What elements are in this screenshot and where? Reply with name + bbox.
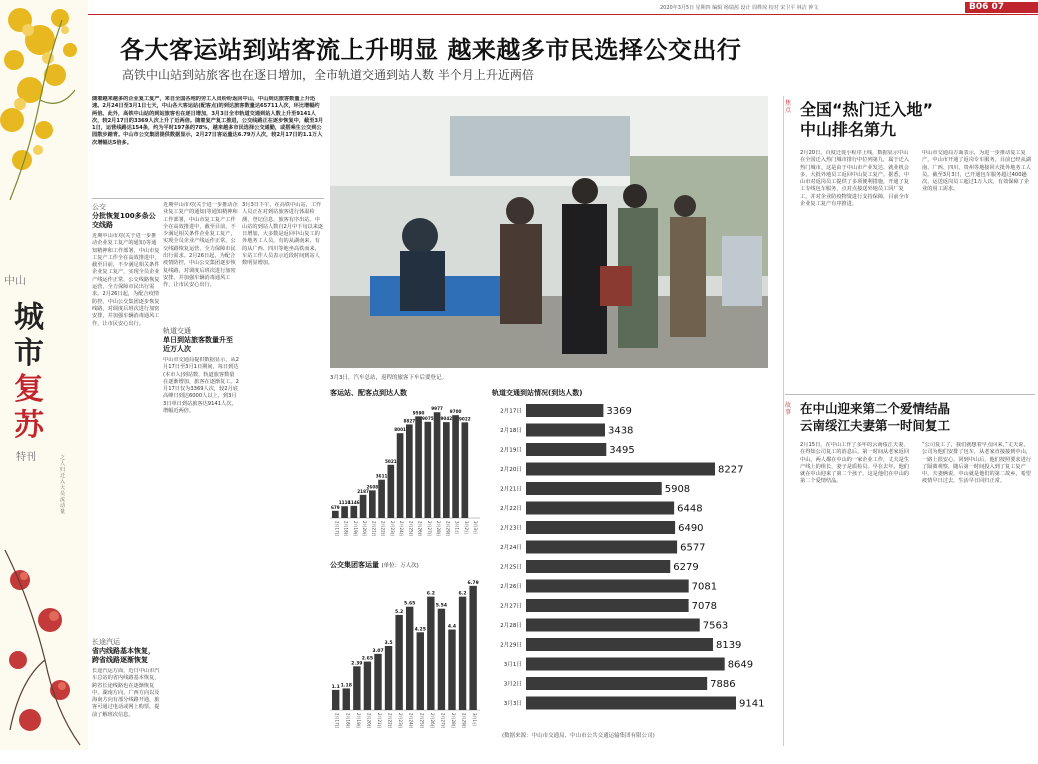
sidebar-special: 特刊	[16, 452, 36, 463]
chart3-data-label: 7886	[710, 679, 736, 690]
chart1-tick-label: 2月27日	[426, 521, 432, 537]
chart3-tick-label: 3月2日	[503, 681, 522, 688]
chart1-tick-label: 2月25日	[408, 521, 414, 537]
chart1-tick-label: 2月28日	[436, 521, 442, 537]
section-sub-bus: 分批恢复100多条公交线路	[92, 212, 156, 229]
photo-scene	[330, 96, 768, 368]
chart3-tick-label: 2月19日	[500, 447, 522, 454]
chart3-data-label: 8227	[718, 464, 744, 476]
chart2-bar	[385, 646, 392, 710]
chart3-data-label: 9141	[739, 698, 765, 710]
chart1-data-label: 9977	[431, 406, 443, 412]
chart3-tick-label: 2月27日	[500, 603, 522, 610]
chart2-data-label: 4.25	[414, 627, 426, 633]
chart2-tick-label: 2月20日	[366, 713, 372, 729]
chart1-bar	[360, 495, 367, 518]
chart2-data-label: 6.2	[426, 591, 435, 597]
chart2-bar	[374, 654, 381, 710]
chart1-data-label: 8827	[403, 418, 416, 424]
chart1-bar	[415, 416, 422, 518]
masthead-info: 2020年3月5日 星期四 编辑 杨瑞茜 设计 周桦琼 校对 宋卫平 林洁 钟文	[660, 5, 819, 11]
chart1-bar	[378, 480, 385, 518]
chart2-bar	[459, 597, 466, 710]
sidebar-city: 中山	[4, 274, 26, 287]
chart3-tick-label: 2月18日	[500, 428, 522, 434]
chart3-data-label: 7078	[691, 601, 718, 612]
chart1-data-label: 3611	[375, 473, 388, 479]
chart1-plot	[330, 400, 480, 552]
chart3-bar	[526, 619, 700, 632]
chart2-bar	[406, 607, 413, 710]
tag-focus: 焦点	[785, 100, 792, 114]
chart1-data-label: 2608	[366, 484, 379, 490]
chart3-data-label: 6448	[677, 503, 703, 515]
chart3-bar	[526, 658, 725, 671]
chart3-bar	[526, 463, 715, 476]
chart1-data-label: 8001	[394, 427, 406, 433]
chart3-bar	[526, 599, 689, 612]
photo-caption: 3月3日，汽车总站，返程的旅客下车后要登记。	[330, 375, 448, 381]
chart2-data-label: 5.54	[435, 603, 448, 609]
mimosa-flower-illustration	[0, 0, 88, 230]
chart2-tick-label: 3月1日	[472, 713, 478, 727]
chart1-title: 客运站、配客点到达人数	[330, 389, 407, 397]
chart2-bar	[448, 630, 455, 710]
intro-paragraph: 随着越来越多的企业复工复产，来自全国各地的劳工人员纷纷返回中山，中山到达旅客数量上升迅速。2月24日至3月1日七天，中山各大客运站(配客点)的到达旅客数量达65711人次，环比增幅约两倍。此外，高铁中山站的到站旅客也在逐日增加，3月3日全市轨道交通到站人数上升至9141人次，较2月17日的3369人次上升了近两倍。随着复产复工推进，公交线路正在逐步恢复中，截至3月1日，运营线路达154条，约为平时197条的78%，越来越多市民选择公交通勤，或搭乘生公交到公园散步踏青。中山市公交集团提供数据显示，2月27日客运量达6.79万人次，较2月17日的1.1万人次增幅达5倍多。	[92, 96, 324, 146]
chart3-bar	[526, 443, 606, 456]
chart3-data-label: 3369	[606, 406, 632, 417]
chart2-tick-label: 2月27日	[440, 713, 446, 729]
chart2-header	[330, 560, 480, 570]
chart3-tick-label: 2月29日	[500, 642, 522, 649]
chart2-data-label: 3.5	[384, 641, 393, 646]
chart3-data-label: 5908	[664, 484, 691, 495]
chart3-tick-label: 2月21日	[500, 486, 522, 493]
chart1-tick-label: 2月19日	[352, 521, 358, 537]
chart3-bar	[526, 482, 662, 495]
news-photo	[330, 96, 768, 368]
chart3-bar	[526, 404, 603, 417]
chart2-plot	[330, 572, 480, 744]
chart2-bar	[417, 632, 424, 710]
chart2-tick-label: 2月25日	[419, 713, 425, 729]
chart1-tick-label: 2月17日	[334, 521, 340, 537]
chart1-data-label: 679	[330, 504, 340, 510]
chart2-bar	[332, 690, 339, 710]
sidebar-vertical-note: 之人归迁入大员流动量	[60, 455, 66, 515]
chart3-bar	[526, 521, 675, 534]
chart3-tick-label: 2月26日	[500, 584, 522, 590]
article-column-1	[92, 202, 160, 742]
chart1-tick-label: 3月3日	[473, 521, 479, 535]
chart2-tick-label: 2月21日	[376, 713, 382, 729]
page-number: B06 07	[969, 2, 1005, 12]
chart1-data-label: 9022	[459, 416, 471, 422]
chart3-bar	[526, 697, 736, 710]
chart1-bar	[341, 506, 348, 518]
sidebar	[0, 0, 88, 750]
sidebar-title-char: 苏	[14, 408, 44, 443]
chart-rail-arrivals	[492, 388, 777, 746]
main-headline: 各大客运站到站客流上升明显 越来越多市民选择公交出行	[120, 36, 742, 64]
chart1-bar	[369, 490, 376, 518]
chart3-tick-label: 2月28日	[500, 623, 522, 629]
chart1-tick-label: 2月20日	[362, 521, 368, 537]
rail-text: 中山市交通局提供数据显示，从2月17日至3月1日期间，每日到达(本市人)到站数，轨道旅客数量在逐渐增加，旅客在逐渐复工。2月17日仅为3369人次，较2月底高峰日到达6000人以上，到3月3日单日到站旅客达9141人次，增幅近两倍。	[163, 357, 239, 415]
chart1-data-label: 9700	[449, 409, 462, 415]
chart2-tick-label: 2月19日	[355, 713, 361, 729]
chart1-data-label: 2187	[357, 488, 369, 494]
chart2-data-label: 1.1	[331, 684, 340, 690]
chart3-tick-label: 2月17日	[500, 408, 522, 415]
chart3-data-label: 7563	[702, 620, 729, 632]
chart2-tick-label: 2月29日	[461, 713, 467, 729]
sub-headline: 高铁中山站到站旅客也在逐日增加，全市轨道交通到站人数 半个月上升近两倍	[122, 68, 534, 82]
chart2-tick-label: 2月26日	[429, 713, 435, 729]
chart2-data-label: 6.79	[467, 580, 479, 586]
sidebar-title	[14, 300, 54, 444]
chart3-data-label: 8649	[727, 659, 754, 671]
column2-text: 近期中山市对(关于进一步推动企业复工复产的通知)等通知精神和工作部署，中山市复工复产工作全在高效推进中，截至目前，不少满足相关条件企业复工复产，实现全员企业产线运作正常，公交线路恢复运营，全力保障市民出行需求。2月26日起，为配合疫情防控，中山公交集团逐步恢复线路，对调度后班次进行加密安排，并加强车辆消毒通风工作，让市民安心出行。	[163, 202, 238, 289]
chart1-data-label: 9042	[440, 416, 453, 422]
chart1-data-label: 5021	[385, 458, 397, 464]
section-title-coach: 长途汽运	[92, 638, 120, 646]
chart1-bar	[388, 465, 395, 518]
chart3-data-label: 7081	[691, 581, 718, 593]
chart3-tick-label: 2月23日	[500, 525, 522, 532]
chart2-bar	[364, 662, 371, 710]
chart2-tick-label: 2月17日	[334, 713, 340, 729]
chart2-data-label: 4.4	[447, 624, 457, 630]
chart1-bar	[452, 415, 459, 518]
chart3-source: (数据来源：中山市交通局、中山市公共交通运输集团有限公司)	[502, 733, 655, 739]
page-number-bar	[965, 2, 1038, 13]
chart2-bar	[353, 666, 360, 710]
chart1-bar	[406, 424, 413, 518]
right-bottom-text-col1: 2月15日，在中山工作了多年的云南绥江夫妻，在得知公司复工的消息后，第一时间从老家返回中山。两人都在中山的一家企业工作，丈夫是生产线上的组长，妻子是质检员。早在去年，他们就在中山迎来了第二个孩子，这是他们在中山的第二个爱情结晶。	[800, 442, 909, 485]
chart3-title: 轨道交通到站情况(到达人数)	[492, 389, 583, 397]
chart2-data-label: 5.2	[395, 609, 404, 615]
article-column-3	[242, 202, 324, 742]
chart3-tick-label: 3月3日	[503, 701, 522, 707]
chart3-data-label: 3438	[607, 425, 634, 437]
section-sub-coach: 省内线路基本恢复，跨省线路逐渐恢复	[92, 647, 155, 664]
chart2-bar	[395, 615, 402, 710]
right-bottom-title-line2: 云南绥江夫妻第一时间复工	[800, 418, 951, 433]
chart3-tick-label: 2月24日	[500, 545, 522, 551]
chart1-tick-label: 2月22日	[380, 521, 386, 537]
chart3-data-label: 6577	[680, 542, 706, 554]
chart1-data-label: 9075	[422, 415, 434, 421]
column3-text: 3月3日下午，在高铁中山站，工作人员正在对到站旅客进行体温检测、登记信息，旅客有序出站。中山站的到站人数自2月中下旬以来逐日增加，大多数是返回中山复工的外地务工人员，有的从湖南来、有的从广西、四川等地坐高铁而来，车站工作人员表示近段时间到站人数明显增加。	[242, 202, 324, 267]
sidebar-title-char: 市	[14, 336, 44, 371]
chart1-tick-label: 3月1日	[454, 521, 460, 535]
section-sub-rail: 单日到站旅客数量升至近万人次	[163, 336, 233, 353]
chart1-data-label: 1146	[348, 499, 360, 505]
chart2-tick-label: 2月22日	[387, 713, 393, 729]
chart3-bar	[526, 541, 677, 554]
chart2-data-label: 6.2	[458, 591, 467, 597]
chart2-tick-label: 2月28日	[450, 713, 456, 729]
right-top-title	[800, 100, 1030, 140]
chart3-tick-label: 2月22日	[500, 506, 522, 512]
chart2-data-label: 2.39	[351, 661, 363, 667]
coach-text: 长途汽运方面，近日中山市汽车总站的省内线路基本恢复，跨省长途线路也在逐渐恢复中，湖南方向、广西方向以及海南方向有部分线路开通，旅客可通过电话或网上购票，提前了解班次信息。	[92, 668, 160, 718]
chart1-tick-label: 2月24日	[399, 521, 405, 537]
right-top-title-line2: 中山排名第九	[800, 120, 897, 139]
chart1-tick-label: 3月2日	[463, 521, 469, 535]
chart2-data-label: 2.65	[361, 656, 374, 662]
chart3-tick-label: 2月20日	[500, 467, 522, 473]
chart3-bar	[526, 502, 674, 515]
chart1-tick-label: 2月18日	[343, 521, 349, 537]
chart2-title: 公交集团客运量	[330, 561, 379, 569]
right-bottom-title-line1: 在中山迎来第二个爱情结晶	[800, 401, 951, 416]
chart2-tick-label: 2月18日	[345, 713, 351, 729]
chart2-data-label: 3.07	[372, 648, 384, 654]
chart3-bar	[526, 677, 707, 690]
chart1-tick-label: 2月29日	[445, 521, 451, 537]
chart3-bar	[526, 560, 670, 573]
article-column-2	[163, 202, 239, 742]
right-top-title-line1: 全国“热门迁入地”	[800, 100, 934, 119]
chart1-tick-label: 2月21日	[371, 521, 377, 537]
chart1-bar	[351, 506, 358, 518]
chart1-tick-label: 2月23日	[389, 521, 395, 537]
right-bottom-text-col2: “公司复工了，我们就想着早点回来，”丈夫说，公司为他们安排了包车，从老家直接接到中山，一路上很安心。回到中山后，他们按照要求进行了隔离观察，随后第一时间投入到了复工复产中。夫妻俩说，中山就是他们的第二故乡，希望疫情早日过去，生活早日回归正常。	[922, 442, 1031, 485]
chart1-data-label: 9590	[412, 410, 425, 416]
chart3-bar	[526, 580, 689, 593]
chart1-bar	[434, 412, 441, 518]
chart-coach-arrivals	[330, 388, 480, 553]
chart2-bar	[427, 597, 434, 710]
chart2-bar	[343, 688, 350, 710]
sidebar-title-char: 城	[14, 300, 44, 335]
chart1-bar	[332, 511, 339, 518]
chart3-data-label: 6279	[673, 562, 699, 573]
chart3-data-label: 8139	[715, 640, 742, 651]
bus-text: 近期中山市对(关于进一步推动企业复工复产的通知)等通知精神和工作部署，中山市复工复产工作全在高效推进中，截至目前，不少满足相关条件企业复工复产，实现全员企业产线运作正常，公交线路恢复运营，全力保障市民出行需求。2月26日起，为配合疫情防控，中山公交集团逐步恢复线路，对调度后班次进行加密安排，并加强车辆消毒通风工作，让市民安心出行。	[92, 233, 160, 327]
chart3-data-label: 6490	[678, 523, 704, 534]
chart2-data-label: 5.65	[404, 601, 416, 607]
chart3-tick-label: 3月1日	[503, 662, 522, 668]
chart1-bar	[443, 422, 450, 518]
section-title-bus: 公交	[92, 203, 106, 211]
chart2-tick-label: 2月23日	[398, 713, 404, 729]
section-title-rail: 轨道交通	[163, 327, 191, 335]
chart1-bar	[397, 433, 404, 518]
right-bottom-title	[800, 400, 1035, 434]
chart3-tick-label: 2月25日	[500, 564, 522, 571]
chart3-bar	[526, 424, 605, 437]
right-top-text-col2: 中山市交通局方面表示，为进一步推动复工复产，中山市开通了返岗专车服务，目前已经从湖南、广西、四川、贵州等地接回大批外地务工人员。截至3月3日，已开通包车服务超过400趟次，运送返岗员工超过1万人次，有效保障了企业的用工需求。	[922, 150, 1031, 193]
chart2-bar	[438, 609, 445, 710]
chart3-bar	[526, 638, 713, 651]
chart1-bar	[462, 422, 469, 518]
chart2-data-label: 1.18	[340, 683, 352, 689]
chart-bus-ridership	[330, 560, 480, 746]
chart1-bar	[425, 422, 432, 518]
chart3-plot	[492, 398, 777, 728]
red-flower-illustration	[0, 540, 88, 750]
chart1-tick-label: 2月26日	[417, 521, 423, 537]
chart2-unit: (单位：万人次)	[381, 563, 419, 569]
chart1-data-label: 1110	[338, 500, 351, 506]
chart2-bar	[469, 586, 476, 710]
sidebar-title-char: 复	[14, 372, 44, 407]
right-top-text-col1: 2月20日，百度迁徙小程序上线，数据显示中山在全国迁入热门城市排行中位列第九，属于迁入热门城市。这是由于中山市产业发达、就业机会多，大批外地员工返回中山复工复产。据悉，中山市对返岗员工提供了多项便利措施，开通了复工专线包车服务，点对点接送外地员工回厂复工，并对企业防疫物资进行支持保障，目前全市企业复工复产有序推进。	[800, 150, 909, 208]
chart3-data-label: 3495	[609, 445, 635, 456]
tag-story: 故事	[785, 402, 792, 416]
chart2-tick-label: 2月24日	[408, 713, 414, 729]
